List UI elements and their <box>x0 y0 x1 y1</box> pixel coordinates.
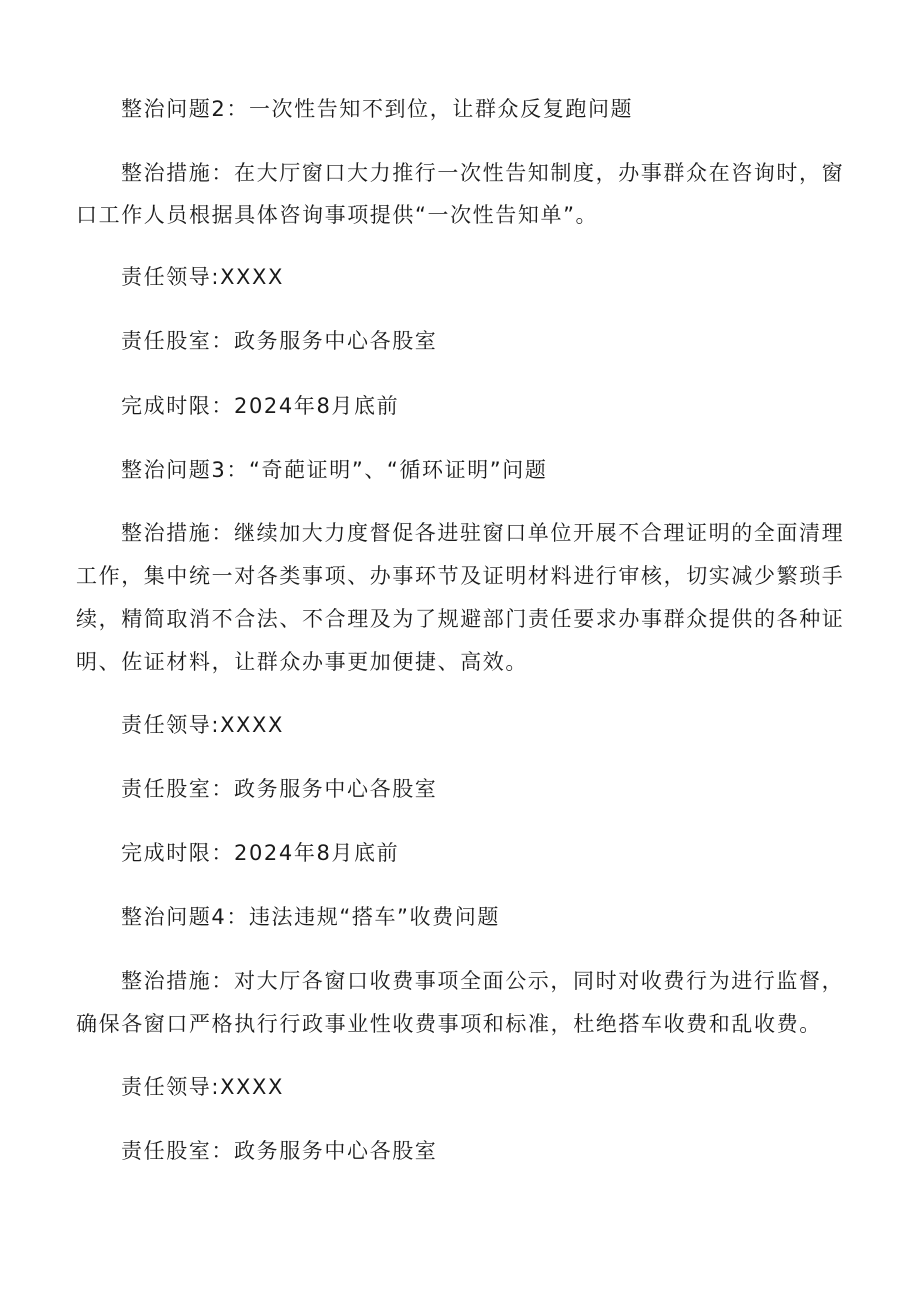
measure-2-line-1: 整治措施：在大厅窗口大力推行一次性告知制度，办事群众在咨询时，窗 <box>121 161 845 185</box>
office-4: 责任股室：政务服务中心各股室 <box>121 1139 438 1163</box>
measure-3-line-1: 整治措施：继续加大力度督促各进驻窗口单位开展不合理证明的全面清理 <box>121 521 845 545</box>
leader-4: 责任领导:XXXX <box>121 1075 285 1099</box>
measure-2-line-2: 口工作人员根据具体咨询事项提供“一次性告知单”。 <box>76 203 599 227</box>
measure-3-line-2: 工作，集中统一对各类事项、办事环节及证明材料进行审核，切实减少繁琐手 <box>76 564 845 588</box>
office-2: 责任股室：政务服务中心各股室 <box>121 329 438 353</box>
issue-2-title: 整治问题2：一次性告知不到位，让群众反复跑问题 <box>121 97 634 121</box>
deadline-2: 完成时限：2024年8月底前 <box>121 394 400 418</box>
leader-2: 责任领导:XXXX <box>121 265 285 289</box>
issue-4-title: 整治问题4：违法违规“搭车”收费问题 <box>121 905 500 929</box>
measure-4-line-1: 整治措施：对大厅各窗口收费事项全面公示，同时对收费行为进行监督， <box>121 969 845 993</box>
deadline-3: 完成时限：2024年8月底前 <box>121 841 400 865</box>
leader-3: 责任领导:XXXX <box>121 713 285 737</box>
measure-3-line-3: 续，精简取消不合法、不合理及为了规避部门责任要求办事群众提供的各种证 <box>76 607 845 631</box>
measure-3-line-4: 明、佐证材料，让群众办事更加便捷、高效。 <box>76 650 528 674</box>
issue-3-title: 整治问题3：“奇葩证明”、“循环证明”问题 <box>121 458 548 482</box>
measure-4-line-2: 确保各窗口严格执行行政事业性收费事项和标准，杜绝搭车收费和乱收费。 <box>76 1012 822 1036</box>
office-3: 责任股室：政务服务中心各股室 <box>121 777 438 801</box>
